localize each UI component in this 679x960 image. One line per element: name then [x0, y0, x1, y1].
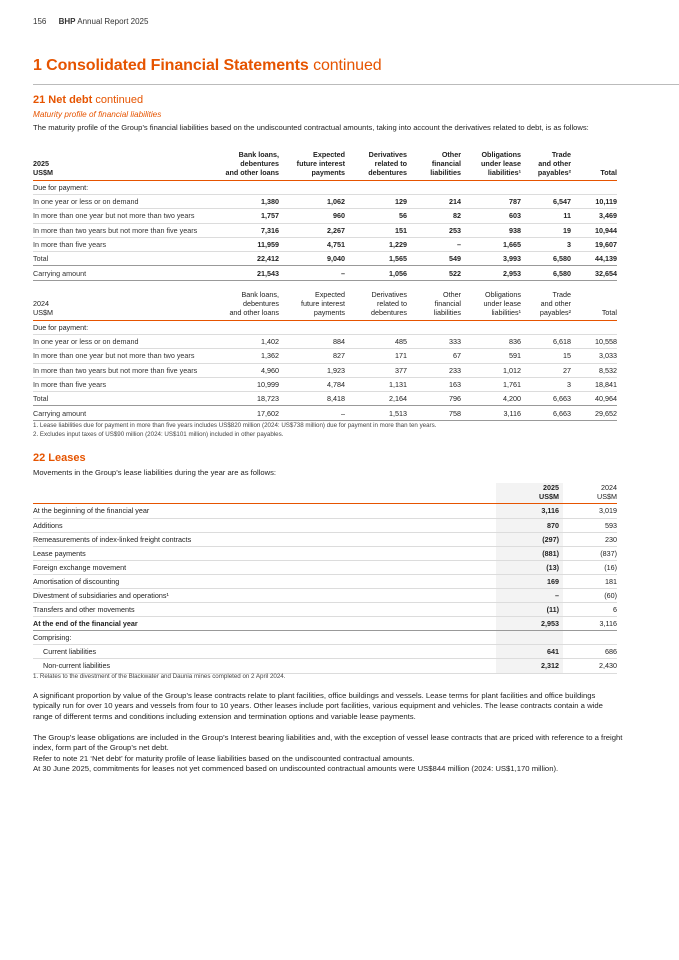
column-header-line: liabilities¹	[491, 308, 521, 318]
column-header	[211, 150, 279, 180]
cell-value: 10,119	[571, 194, 617, 208]
column-header-line: liabilities	[430, 168, 461, 178]
table-row	[33, 406, 617, 420]
value-2025: –	[496, 588, 563, 602]
col-2024-year: 2024	[601, 483, 617, 492]
table-row	[33, 631, 617, 645]
cell-value: 10,944	[571, 223, 617, 237]
cell-value: 82	[407, 209, 461, 223]
lease-paragraph: Refer to note 21 ‘Net debt’ for maturity profile of lease liabilities based on the undiscounted contractual amounts.	[33, 754, 415, 763]
cell-value: 333	[407, 334, 461, 348]
column-header-line: Obligations	[481, 150, 521, 159]
cell-value: 6,580	[521, 266, 571, 280]
value-2024: 230	[563, 532, 617, 546]
column-header-line: future interest	[296, 159, 345, 169]
value-2025: (297)	[496, 532, 563, 546]
cell-value: 6,547	[521, 194, 571, 208]
column-header-line: Bank loans,	[238, 150, 279, 159]
cell-value: 151	[345, 223, 407, 237]
value-2024: (837)	[563, 546, 617, 560]
cell-value: 67	[407, 349, 461, 363]
col-2025-unit: US$M	[539, 492, 559, 502]
cell-value: 2,164	[345, 392, 407, 406]
table-row	[33, 252, 617, 266]
table-row	[33, 659, 617, 673]
page-header	[33, 17, 148, 26]
column-header	[521, 290, 571, 320]
net-debt-heading	[33, 94, 143, 106]
title-divider	[33, 84, 679, 85]
cell-value: 1,665	[461, 237, 521, 251]
cell-value: 11	[521, 209, 571, 223]
column-header-line: Obligations	[485, 290, 521, 299]
column-header	[461, 150, 521, 180]
cell-value: 960	[279, 209, 345, 223]
column-header	[571, 150, 617, 180]
cell-value: 1,757	[211, 209, 279, 223]
table-row	[33, 266, 617, 280]
page-title	[33, 57, 382, 75]
cell-value: 1,402	[211, 334, 279, 348]
cell-value: 27	[521, 363, 571, 377]
cell-value: 1,362	[211, 349, 279, 363]
cell-value: 214	[407, 194, 461, 208]
cell-value: 758	[407, 406, 461, 420]
column-header	[407, 290, 461, 320]
maturity-table-2024	[33, 290, 617, 421]
value-2025: 641	[496, 645, 563, 659]
page-number: 156	[33, 17, 47, 26]
table-row	[33, 617, 617, 631]
cell-value: 3,469	[571, 209, 617, 223]
cell-value: 787	[461, 194, 521, 208]
cell-value: 22,412	[211, 252, 279, 266]
row-label: Transfers and other movements	[33, 603, 496, 617]
cell-value: 377	[345, 363, 407, 377]
table-row	[33, 223, 617, 237]
cell-value: 1,131	[345, 377, 407, 391]
column-header-line: and other loans	[229, 308, 279, 318]
due-label: Due for payment:	[33, 320, 617, 334]
table-row	[33, 518, 617, 532]
column-header-line: payments	[313, 308, 345, 318]
column-header-line: payables²	[537, 168, 571, 178]
cell-value: 171	[345, 349, 407, 363]
value-2024: 3,019	[563, 504, 617, 518]
value-2024	[563, 631, 617, 645]
cell-value: 1,380	[211, 194, 279, 208]
cell-value: 163	[407, 377, 461, 391]
table-row	[33, 194, 617, 208]
cell-value: 4,960	[211, 363, 279, 377]
cell-value: 19,607	[571, 237, 617, 251]
cell-value: 6,663	[521, 392, 571, 406]
cell-value: –	[407, 237, 461, 251]
cell-value: 29,652	[571, 406, 617, 420]
row-label: In one year or less or on demand	[33, 194, 211, 208]
column-header	[345, 150, 407, 180]
cell-value: 549	[407, 252, 461, 266]
table-unit: US$M	[33, 168, 53, 178]
row-label: In more than one year but not more than two years	[33, 349, 211, 363]
value-2025: 2,312	[496, 659, 563, 673]
row-label: Comprising:	[33, 631, 496, 645]
cell-value: 8,532	[571, 363, 617, 377]
cell-value: 18,841	[571, 377, 617, 391]
cell-value: 18,723	[211, 392, 279, 406]
column-header-line: and other	[540, 299, 571, 309]
footnote: 2. Excludes input taxes of US$90 million (2024: US$101 million) included in other payables.	[33, 431, 284, 439]
value-2024: 6	[563, 603, 617, 617]
net-debt-heading-continued: continued	[95, 94, 144, 106]
cell-value: 15	[521, 349, 571, 363]
table-header-row	[33, 150, 617, 180]
column-header-line: Derivatives	[368, 150, 407, 159]
column-header-line: Total	[600, 168, 617, 178]
cell-value: 1,056	[345, 266, 407, 280]
table-row	[33, 574, 617, 588]
column-header-line: under lease	[481, 159, 521, 169]
cell-value: 10,558	[571, 334, 617, 348]
column-header-line: Other	[441, 150, 461, 159]
cell-value: 591	[461, 349, 521, 363]
cell-value: 253	[407, 223, 461, 237]
lease-paragraph: A significant proportion by value of the Group’s lease contracts relate to plant facilities, office buildings and vessels. Lease terms for plant facilities and office buildings typically run for over 10 years and vessels from four to 10 years. Other leases include port facilities, various equipment and vehicles. The lease contracts contain a wide range of different terms and conditions including extension and termination options and variable lease payments.	[33, 691, 603, 721]
value-2024: 2,430	[563, 659, 617, 673]
cell-value: 2,953	[461, 266, 521, 280]
title-number: 1	[33, 57, 42, 74]
value-2025: 2,953	[496, 617, 563, 631]
cell-value: 3	[521, 377, 571, 391]
row-label: At the end of the financial year	[33, 617, 496, 631]
row-label: In more than five years	[33, 377, 211, 391]
row-label: Total	[33, 252, 211, 266]
column-header-line: and other loans	[225, 168, 279, 178]
column-header	[521, 150, 571, 180]
table-row	[33, 392, 617, 406]
lease-movements-table	[33, 483, 617, 674]
header-blank	[33, 483, 496, 504]
col-2024	[563, 483, 617, 504]
column-header-line: and other	[538, 159, 571, 169]
cell-value: 1,012	[461, 363, 521, 377]
table-header-row	[33, 483, 617, 504]
value-2025: 169	[496, 574, 563, 588]
cell-value: 485	[345, 334, 407, 348]
col-2025-year: 2025	[543, 483, 559, 492]
value-2025: (11)	[496, 603, 563, 617]
table-row	[33, 363, 617, 377]
cell-value: 40,964	[571, 392, 617, 406]
lease-paragraph: At 30 June 2025, commitments for leases not yet commenced based on undiscounted contractual amounts were US$844 million (2024: US$1,170 million).	[33, 764, 559, 773]
value-2025	[496, 631, 563, 645]
column-header	[407, 150, 461, 180]
row-label: Amortisation of discounting	[33, 574, 496, 588]
table-row	[33, 209, 617, 223]
column-header-line: payables²	[539, 308, 571, 318]
cell-value: 938	[461, 223, 521, 237]
header-year-unit	[33, 290, 211, 320]
lease-paragraph: The Group’s lease obligations are included in the Group’s Interest bearing liabilities and, with the exception of vessel lease contracts that are priced with reference to a freight index, form part of the Group’s net debt.	[33, 733, 623, 753]
table-year: 2025	[33, 159, 49, 169]
header-year-unit	[33, 150, 211, 180]
cell-value: –	[279, 266, 345, 280]
cell-value: 1,923	[279, 363, 345, 377]
column-header-line: Expected	[313, 150, 345, 159]
lease-footnote: 1. Relates to the divestment of the Blackwater and Daunia mines completed on 2 April 2024.	[33, 673, 286, 680]
cell-value: 3	[521, 237, 571, 251]
cell-value: 3,993	[461, 252, 521, 266]
maturity-subheading: Maturity profile of financial liabilities	[33, 110, 162, 119]
row-label: In more than two years but not more than five years	[33, 223, 211, 237]
cell-value: 4,200	[461, 392, 521, 406]
cell-value: 129	[345, 194, 407, 208]
cell-value: 6,618	[521, 334, 571, 348]
cell-value: 603	[461, 209, 521, 223]
column-header-line: debentures	[371, 308, 407, 318]
leases-intro: Movements in the Group’s lease liabilities during the year are as follows:	[33, 468, 276, 477]
column-header-line: financial	[431, 159, 461, 169]
cell-value: 56	[345, 209, 407, 223]
cell-value: 1,513	[345, 406, 407, 420]
table-row	[33, 560, 617, 574]
cell-value: 1,761	[461, 377, 521, 391]
cell-value: 836	[461, 334, 521, 348]
table-row	[33, 237, 617, 251]
cell-value: 3,116	[461, 406, 521, 420]
row-label: In more than two years but not more than five years	[33, 363, 211, 377]
value-2025: (881)	[496, 546, 563, 560]
row-label: Non-current liabilities	[33, 659, 496, 673]
value-2024: (16)	[563, 560, 617, 574]
row-label: Additions	[33, 518, 496, 532]
row-label: Current liabilities	[33, 645, 496, 659]
value-2025: 870	[496, 518, 563, 532]
row-label: Total	[33, 392, 211, 406]
cell-value: 10,999	[211, 377, 279, 391]
row-label: Remeasurements of index-linked freight contracts	[33, 532, 496, 546]
cell-value: 522	[407, 266, 461, 280]
column-header-line: liabilities¹	[487, 168, 521, 178]
cell-value: 3,033	[571, 349, 617, 363]
column-header	[461, 290, 521, 320]
row-label: Lease payments	[33, 546, 496, 560]
column-header	[571, 290, 617, 320]
column-header-line: liabilities	[433, 308, 461, 318]
table-row	[33, 377, 617, 391]
value-2024: (60)	[563, 588, 617, 602]
cell-value: 6,663	[521, 406, 571, 420]
column-header	[345, 290, 407, 320]
table-row	[33, 645, 617, 659]
cell-value: 1,062	[279, 194, 345, 208]
column-header	[279, 290, 345, 320]
table-header-row	[33, 290, 617, 320]
column-header-line: Total	[601, 308, 617, 318]
cell-value: 21,543	[211, 266, 279, 280]
col-2025	[496, 483, 563, 504]
value-2024: 686	[563, 645, 617, 659]
column-header-line: Trade	[552, 290, 571, 299]
column-header-line: related to	[374, 159, 407, 169]
cell-value: 11,959	[211, 237, 279, 251]
table-row	[33, 504, 617, 518]
net-debt-heading-text: 21 Net debt	[33, 94, 93, 106]
column-header-line: future interest	[301, 299, 345, 309]
column-header	[211, 290, 279, 320]
due-label: Due for payment:	[33, 180, 617, 194]
cell-value: 7,316	[211, 223, 279, 237]
table-row	[33, 320, 617, 334]
row-label: At the beginning of the financial year	[33, 504, 496, 518]
maturity-table-2025	[33, 150, 617, 281]
column-header-line: Expected	[315, 290, 345, 299]
table-row	[33, 532, 617, 546]
row-label: Foreign exchange movement	[33, 560, 496, 574]
cell-value: 1,229	[345, 237, 407, 251]
cell-value: 1,565	[345, 252, 407, 266]
table-row	[33, 180, 617, 194]
maturity-intro: The maturity profile of the Group’s financial liabilities based on the undiscounted contractual amounts, taking into account the derivatives related to debt, is as follows:	[33, 123, 589, 132]
cell-value: 6,580	[521, 252, 571, 266]
column-header-line: Derivatives	[371, 290, 407, 299]
cell-value: 4,784	[279, 377, 345, 391]
row-label: In more than one year but not more than two years	[33, 209, 211, 223]
title-main: Consolidated Financial Statements	[46, 57, 309, 74]
table-row	[33, 588, 617, 602]
column-header-line: Bank loans,	[241, 290, 279, 299]
title-continued: continued	[313, 57, 382, 74]
value-2024: 181	[563, 574, 617, 588]
table-year: 2024	[33, 299, 49, 309]
cell-value: 4,751	[279, 237, 345, 251]
column-header-line: related to	[377, 299, 407, 309]
footnote: 1. Lease liabilities due for payment in more than five years includes US$820 million (2024: US$738 million) due for payment in more than ten years.	[33, 422, 437, 429]
value-2025: (13)	[496, 560, 563, 574]
value-2024: 593	[563, 518, 617, 532]
cell-value: 233	[407, 363, 461, 377]
cell-value: 17,602	[211, 406, 279, 420]
report-name: Annual Report 2025	[77, 17, 149, 26]
maturity-footnotes	[33, 421, 436, 439]
cell-value: 827	[279, 349, 345, 363]
row-label: Carrying amount	[33, 266, 211, 280]
table-unit: US$M	[33, 308, 53, 318]
cell-value: 884	[279, 334, 345, 348]
value-2024: 3,116	[563, 617, 617, 631]
column-header-line: Trade	[551, 150, 571, 159]
cell-value: 44,139	[571, 252, 617, 266]
cell-value: 796	[407, 392, 461, 406]
column-header-line: debentures	[243, 299, 279, 309]
column-header-line: debentures	[240, 159, 279, 169]
row-label: Carrying amount	[33, 406, 211, 420]
value-2025: 3,116	[496, 504, 563, 518]
cell-value: 8,418	[279, 392, 345, 406]
table-row	[33, 546, 617, 560]
row-label: In one year or less or on demand	[33, 334, 211, 348]
column-header-line: Other	[443, 290, 461, 299]
column-header	[279, 150, 345, 180]
cell-value: 32,654	[571, 266, 617, 280]
table-row	[33, 349, 617, 363]
row-label: Divestment of subsidiaries and operations¹	[33, 588, 496, 602]
brand: BHP	[58, 17, 76, 26]
column-header-line: payments	[311, 168, 345, 178]
cell-value: 9,040	[279, 252, 345, 266]
col-2024-unit: US$M	[597, 492, 617, 502]
column-header-line: financial	[434, 299, 461, 309]
cell-value: 19	[521, 223, 571, 237]
column-header-line: debentures	[368, 168, 407, 178]
table-row	[33, 334, 617, 348]
table-row	[33, 603, 617, 617]
column-header-line: under lease	[483, 299, 521, 309]
cell-value: 2,267	[279, 223, 345, 237]
cell-value: –	[279, 406, 345, 420]
leases-heading: 22 Leases	[33, 452, 86, 464]
row-label: In more than five years	[33, 237, 211, 251]
